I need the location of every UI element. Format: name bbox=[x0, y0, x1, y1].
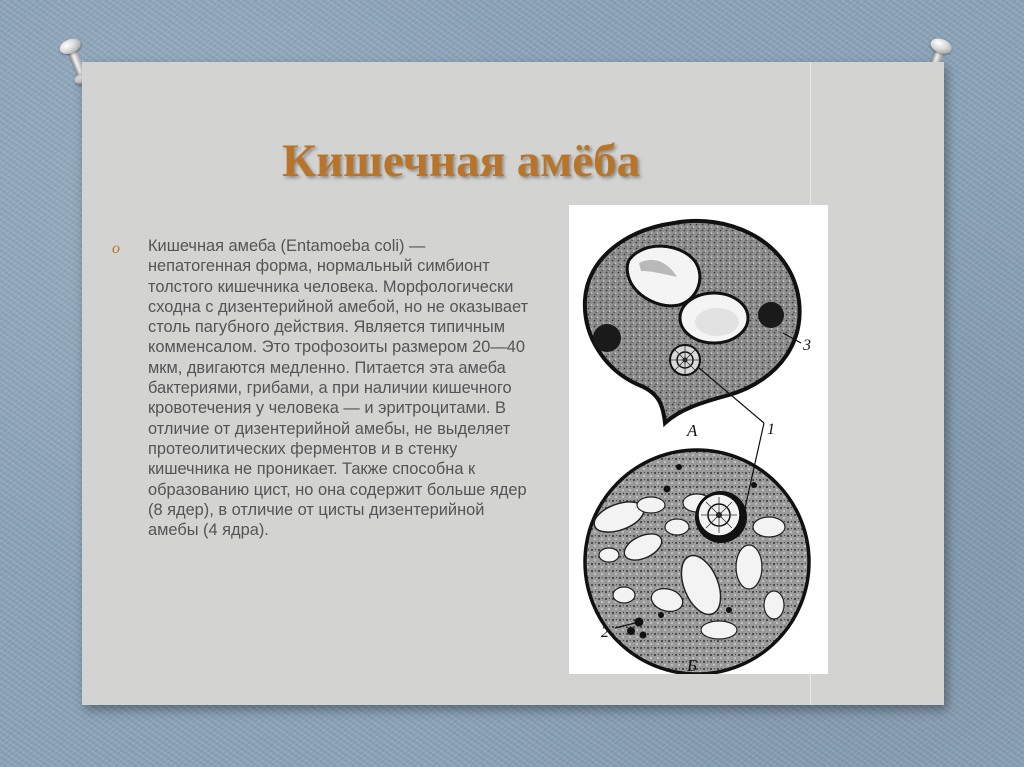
label-a: А bbox=[687, 421, 698, 440]
label-b: Б bbox=[687, 656, 698, 674]
trophozoite-b bbox=[585, 450, 809, 674]
amoeba-illustration bbox=[569, 205, 828, 674]
slide-card bbox=[82, 62, 944, 705]
callout-2: 2 bbox=[601, 624, 609, 641]
callout-3: 3 bbox=[803, 337, 811, 354]
slide-title: Кишечная амёба bbox=[282, 135, 641, 187]
bullet-marker: o bbox=[112, 240, 120, 257]
amoeba-drawing bbox=[569, 205, 828, 674]
body-paragraph: Кишечная амеба (Entamoeba coli) — непатогенная форма, нормальный симбионт толстого кишечника человека. Морфологически сходна с дизентерийной амебой, но не оказывает столь пагубного действия. Является типичным комменсалом. Это трофозоиты размером 20—40 мкм, двигаются медленно. Питается эта амеба бактериями, грибами, а при наличии кишечного кровотечения у человека — и эритроцитами. В отличие от дизентерийной амебы, не выделяет протеолитических ферментов и в стенку кишечника не проникает. Также способна к образованию цист, но она содержит больше ядер (8 ядер), в отличие от цисты дизентерийной амебы (4 ядра). bbox=[148, 237, 529, 540]
trophozoite-a bbox=[585, 221, 800, 423]
callout-1: 1 bbox=[767, 421, 775, 438]
